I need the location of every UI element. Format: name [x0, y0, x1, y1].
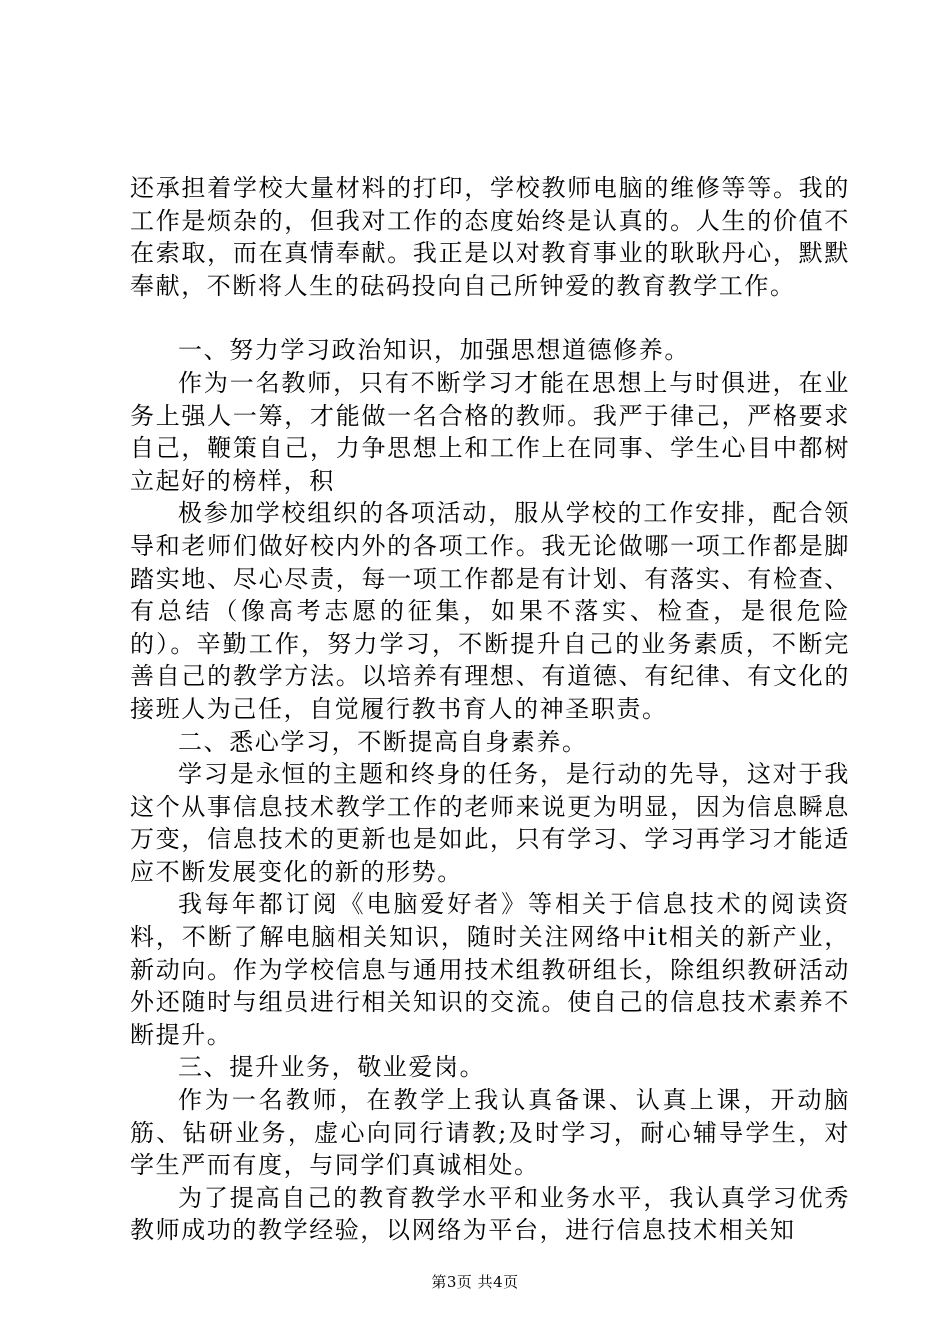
section-heading-3: 三、提升业务，敬业爱岗。: [178, 1053, 486, 1082]
paragraph: 极参加学校组织的各项活动，服从学校的工作安排，配合领导和老师们做好校内外的各项工作。我无论做哪一项工作都是脚踏实地、尽心尽责，每一项工作都是有计划、有落实、有检查、有总结（像高考志愿的征集，如果不落实、检查，是很危险的）。辛勤工作，努力学习，不断提升自己的业务素质，不断完善自己的教学方法。以培养有理想、有道德、有纪律、有文化的接班人为己任，自觉履行教书育人的神圣职责。: [130, 499, 850, 723]
paragraph: 学习是永恒的主题和终身的任务，是行动的先导，这对于我这个从事信息技术教学工作的老师来说更为明显，因为信息瞬息万变，信息技术的更新也是如此，只有学习、学习再学习才能适应不断发展变化的新的形势。: [130, 760, 850, 886]
paragraph: 我每年都订阅《电脑爱好者》等相关于信息技术的阅读资料，不断了解电脑相关知识，随时关注网络中it相关的新产业，新动向。作为学校信息与通用技术组教研组长，除组织教研活动外还随时与组员进行相关知识的交流。使自己的信息技术素养不断提升。: [130, 890, 850, 1049]
paragraph-continued: 还承担着学校大量材料的打印，学校教师电脑的维修等等。我的工作是烦杂的，但我对工作的态度始终是认真的。人生的价值不在索取，而在真情奉献。我正是以对教育事业的耿耿丹心，默默奉献，不断将人生的砝码投向自己所钟爱的教育教学工作。: [130, 174, 850, 300]
paragraph: 作为一名教师，只有不断学习才能在思想上与时俱进，在业务上强人一筹，才能做一名合格的教师。我严于律己，严格要求自己，鞭策自己，力争思想上和工作上在同事、学生心目中都树立起好的榜样，积: [130, 368, 850, 495]
page-footer: 第3页 共4页: [431, 1273, 519, 1291]
section-heading-1: 一、努力学习政治知识，加强思想道德修养。: [178, 336, 690, 365]
paragraph: 作为一名教师，在教学上我认真备课、认真上课，开动脑筋、钻研业务，虚心向同行请教;及时学习，耐心辅导学生，对学生严而有度，与同学们真诚相处。: [130, 1086, 850, 1180]
document-body: [130, 172, 850, 1247]
section-heading-2: 二、悉心学习，不断提高自身素养。: [178, 727, 588, 756]
paragraph: 为了提高自己的教育教学水平和业务水平，我认真学习优秀教师成功的教学经验，以网络为平台，进行信息技术相关知: [130, 1183, 850, 1245]
